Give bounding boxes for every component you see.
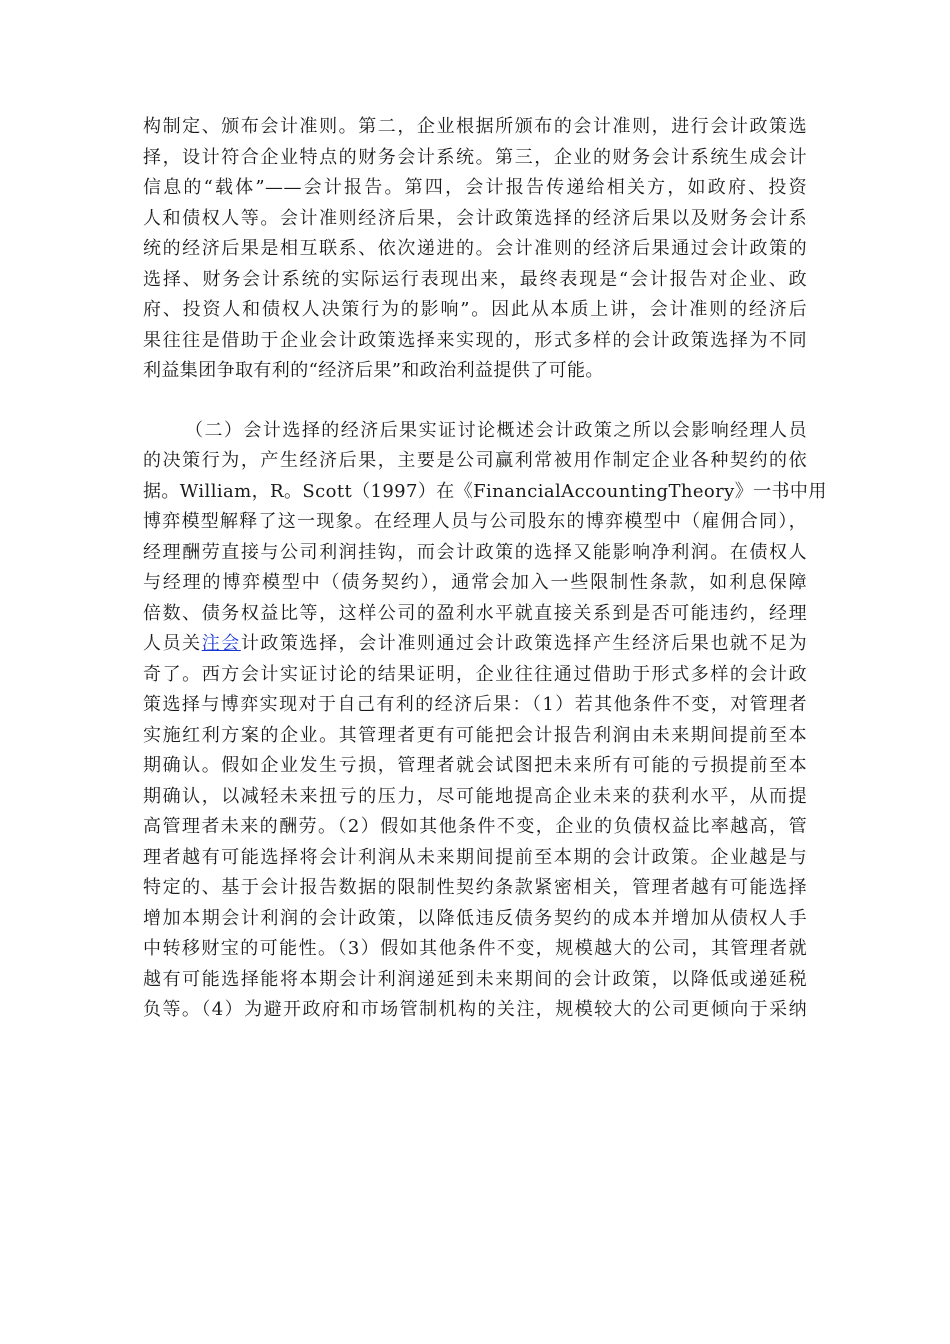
text-line: 博弈模型解释了这一现象。在经理人员与公司股东的博弈模型中（雇佣合同）， <box>143 511 807 532</box>
text-line: 负等。（4）为避开政府和市场管制机构的关注，规模较大的公司更倾向于采纳 <box>143 999 807 1020</box>
text-segment: 人员关 <box>143 633 202 654</box>
text-segment: 计政策选择，会计准则通过会计政策选择产生经济后果也就不足为 <box>240 633 808 654</box>
text-line-with-link <box>143 629 807 660</box>
text-line: 选择、财务会计系统的实际运行表现出来，最终表现是“会计报告对企业、政 <box>143 268 807 290</box>
text-line: 与经理的博弈模型中（债务契约），通常会加入一些限制性条款，如利息保障 <box>143 572 807 593</box>
text-line: （二）会计选择的经济后果实证讨论概述会计政策之所以会影响经理人员 <box>185 419 807 441</box>
text-line: 理者越有可能选择将会计利润从未来期间提前至本期的会计政策。企业越是与 <box>143 846 807 868</box>
text-line: 中转移财宝的可能性。（3）假如其他条件不变，规模越大的公司，其管理者就 <box>143 938 807 959</box>
text-line: 人和债权人等。会计准则经济后果，会计政策选择的经济后果以及财务会计系 <box>143 207 807 229</box>
text-line: 期确认。假如企业发生亏损，管理者就会试图把未来所有可能的亏损提前至本 <box>143 755 807 776</box>
text-line: 府、投资人和债权人决策行为的影响”。因此从本质上讲，会计准则的经济后 <box>143 299 807 320</box>
text-line: 特定的、基于会计报告数据的限制性契约条款紧密相关，管理者越有可能选择 <box>143 877 807 898</box>
text-line: 策选择与博弈实现对于自己有利的经济后果：（1）若其他条件不变，对管理者 <box>143 694 807 715</box>
text-line: 实施红利方案的企业。其管理者更有可能把会计报告利润由未来期间提前至本 <box>143 724 807 746</box>
text-line: 利益集团争取有利的“经济后果”和政治利益提供了可能。 <box>143 360 604 381</box>
text-line: 构制定、颁布会计准则。第二，企业根据所颁布的会计准则，进行会计政策选 <box>143 116 807 137</box>
inline-link[interactable]: 注会 <box>201 633 241 654</box>
paragraph-gap <box>143 387 807 416</box>
text-line: 的决策行为，产生经济后果，主要是公司赢利常被用作制定企业各种契约的依 <box>143 450 807 471</box>
text-line: 增加本期会计利润的会计政策，以降低违反债务契约的成本并增加从债权人手 <box>143 907 807 929</box>
text-line: 高管理者未来的酬劳。（2）假如其他条件不变，企业的负债权益比率越高，管 <box>143 816 807 837</box>
text-line: 信息的“载体”——会计报告。第四，会计报告传递给相关方，如政府、投资 <box>143 177 807 198</box>
text-line: 奇了。西方会计实证讨论的结果证明，企业往往通过借助于形式多样的会计政 <box>143 663 807 685</box>
text-line: 果往往是借助于企业会计政策选择来实现的，形式多样的会计政策选择为不同 <box>143 329 807 351</box>
text-line: 期确认，以减轻未来扭亏的压力，尽可能地提高企业未来的获利水平，从而提 <box>143 785 807 807</box>
document-page <box>143 112 827 1026</box>
text-line: 择，设计符合企业特点的财务会计系统。第三，企业的财务会计系统生成会计 <box>143 146 807 168</box>
paragraph-2 <box>143 416 827 1026</box>
text-line: 据。William，R。Scott（1997）在《FinancialAccountingTheory》一书中用 <box>143 480 827 502</box>
paragraph-1 <box>143 112 807 387</box>
text-line: 越有可能选择能将本期会计利润递延到未来期间的会计政策，以降低或递延税 <box>143 968 807 990</box>
text-line: 倍数、债务权益比等，这样公司的盈利水平就直接关系到是否可能违约，经理 <box>143 602 807 624</box>
text-line: 经理酬劳直接与公司利润挂钩，而会计政策的选择又能影响净利润。在债权人 <box>143 541 807 563</box>
text-line: 统的经济后果是相互联系、依次递进的。会计准则的经济后果通过会计政策的 <box>143 238 807 259</box>
